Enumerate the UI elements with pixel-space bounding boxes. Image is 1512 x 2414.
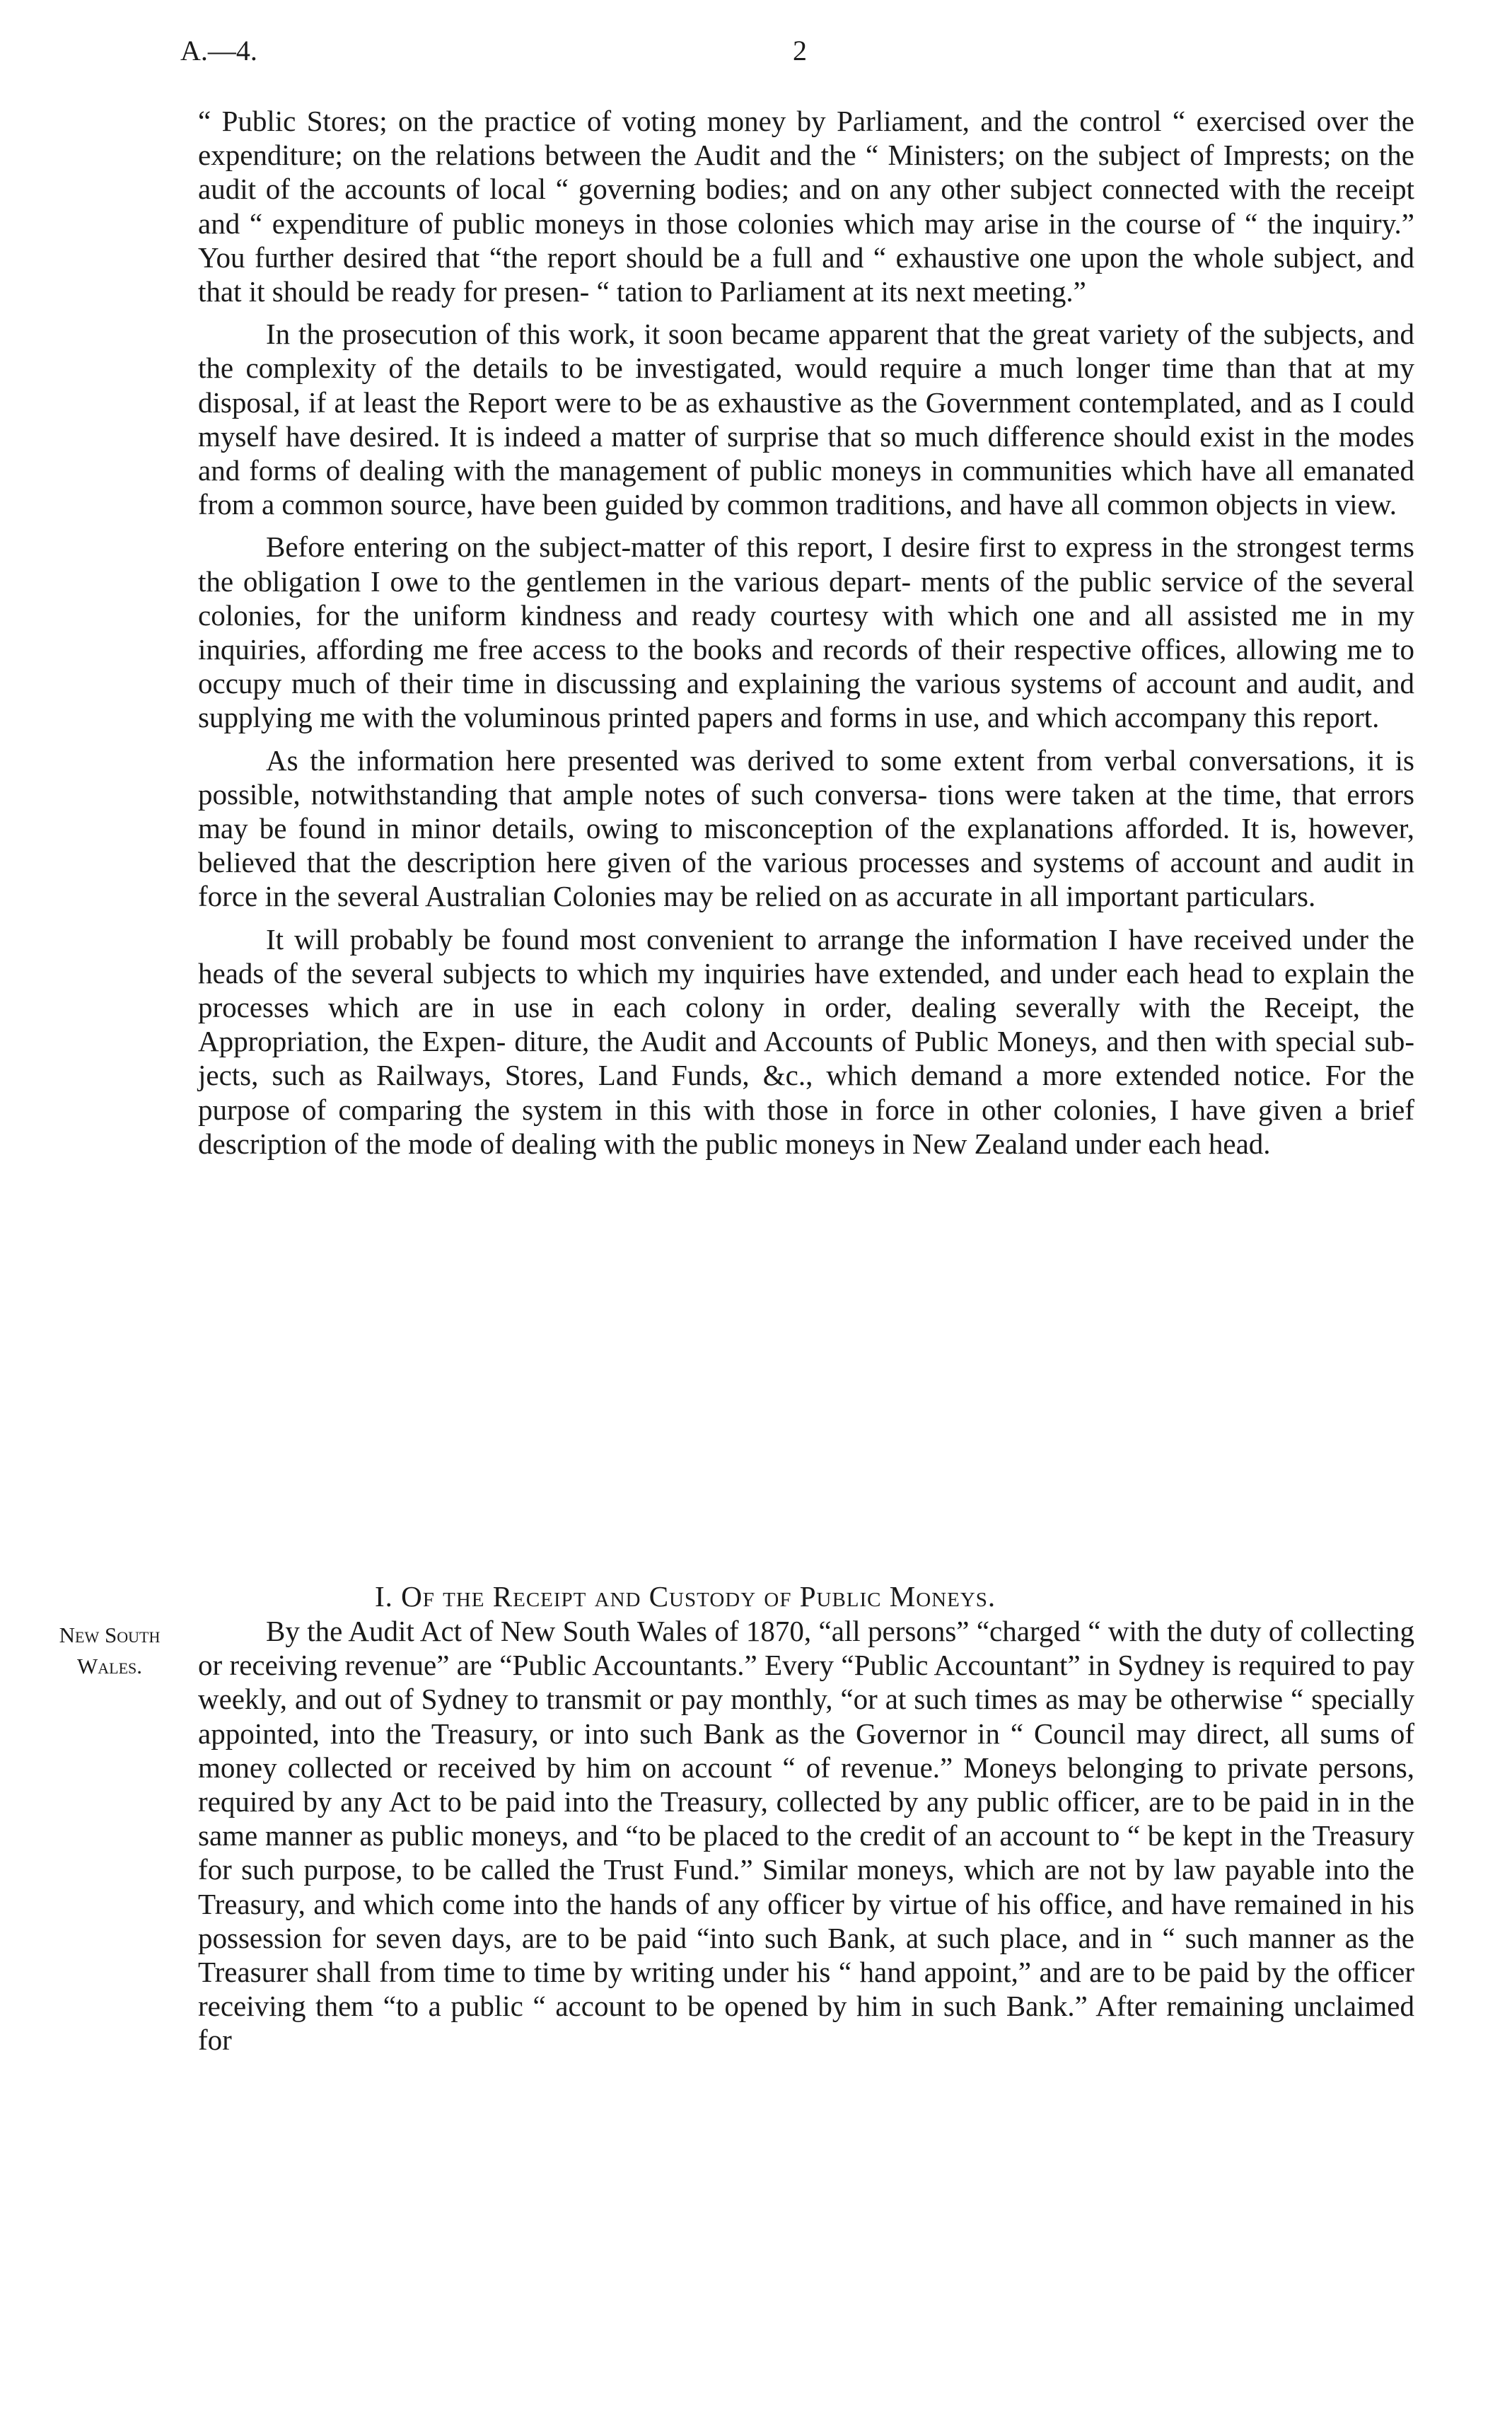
section-heading: I. Of the Receipt and Custody of Public Moneys. — [375, 1580, 996, 1613]
margin-note-new-south-wales: New South Wales. — [59, 1623, 161, 1678]
main-text-block — [198, 104, 1414, 1161]
paragraph-acknowledgement: Before entering on the subject-matter of this report, I desire first to express in the strongest terms the obligation I owe to the gentlemen in the various depart- ments of the public service of the several colonies, for the uniform kindness and ready courtesy with which one and all assisted me in my inquiries, affording me free access to the books and records of their respective offices, allowing me to occupy much of their time in discussing and explaining the various systems of account and audit, and supplying me with the voluminous printed papers and forms in use, and which accompany this report. — [198, 530, 1414, 734]
page-header — [180, 34, 1414, 76]
paragraph-arrangement: It will probably be found most convenient to arrange the information I have received under the heads of the several subjects to which my inquiries have extended, and under each head to explain the processes which are in use in each colony in order, dealing severally with the Receipt, the Appropriation, the Expen- diture, the Audit and Accounts of Public Moneys, and then with special sub- jects, such as Railways, Stores, Land Funds, &c., which demand a more extended notice. For the purpose of comparing the system in this with those in force in other colonies, I have given a brief description of the mode of dealing with the public moneys in New Zealand under each head. — [198, 922, 1414, 1160]
paragraph-prosecution: In the prosecution of this work, it soon became apparent that the great variety of the subjects, and the complexity of the details to be investigated, would require a much longer time than that at my disposal, if at least the Report were to be as exhaustive as the Government contemplated, and as I could myself have desired. It is indeed a matter of surprise that so much difference should exist in the modes and forms of dealing with the management of public moneys in communities which have all emanated from a common source, have been guided by common traditions, and have all common objects in view. — [198, 318, 1414, 521]
page-number: 2 — [793, 35, 807, 66]
paragraph-audit-act: By the Audit Act of New South Wales of 1870, “all persons” “charged “ with the duty of collecting or receiving revenue” are “Public Accountants.” Every “Public Accountant” in Sydney is required to pay weekly, and out of Sydney to transmit or pay monthly, “or at such times as may be otherwise “ specially appointed, into the Treasury, or into such Bank as the Governor in “ Council may direct, all sums of money collected or received by him on account “ of revenue.” Moneys belonging to private persons, required by any Act to be paid into the Treasury, collected by any public officer, are to be paid in in the same manner as public moneys, and “to be placed to the credit of an account to “ be kept in the Treasury for such purpose, to be called the Trust Fund.” Similar moneys, which are not by law payable into the Treasury, and which come into the hands of any officer by virtue of his office, and have remained in his possession for seven days, are to be paid “into such Bank, at such place, and in “ such manner as the Treasurer shall from time to time by writing under his “ hand appoint,” and are to be paid by the officer receiving them “to a public “ account to be opened by him in such Bank.” After remaining unclaimed for — [198, 1615, 1414, 2057]
paragraph-information-accuracy: As the information here presented was derived to some extent from verbal conversations, it is possible, notwithstanding that ample notes of such conversa- tions were taken at the time, that errors may be found in minor details, owing to misconception of the explanations afforded. It is, however, believed that the description here given of the various processes and systems of account and audit in force in the several Australian Colonies may be relied on as accurate in all important particulars. — [198, 743, 1414, 913]
document-reference: A.—4. — [180, 35, 257, 66]
section-text-block — [198, 1614, 1414, 2058]
opening-quote-paragraph: “ Public Stores; on the practice of voting money by Parliament, and the control “ exercised over the expenditure; on the relations between the Audit and the “ Ministers; on the subject of Imprests; on the audit of the accounts of local “ governing bodies; and on any other subject connected with the receipt and “ expenditure of public moneys in those colonies which may arise in the course of “ the inquiry.” You further desired that “the report should be a full and “ exhaustive one upon the whole subject, and that it should be ready for presen- “ tation to Parliament at its next meeting.” — [198, 105, 1414, 308]
